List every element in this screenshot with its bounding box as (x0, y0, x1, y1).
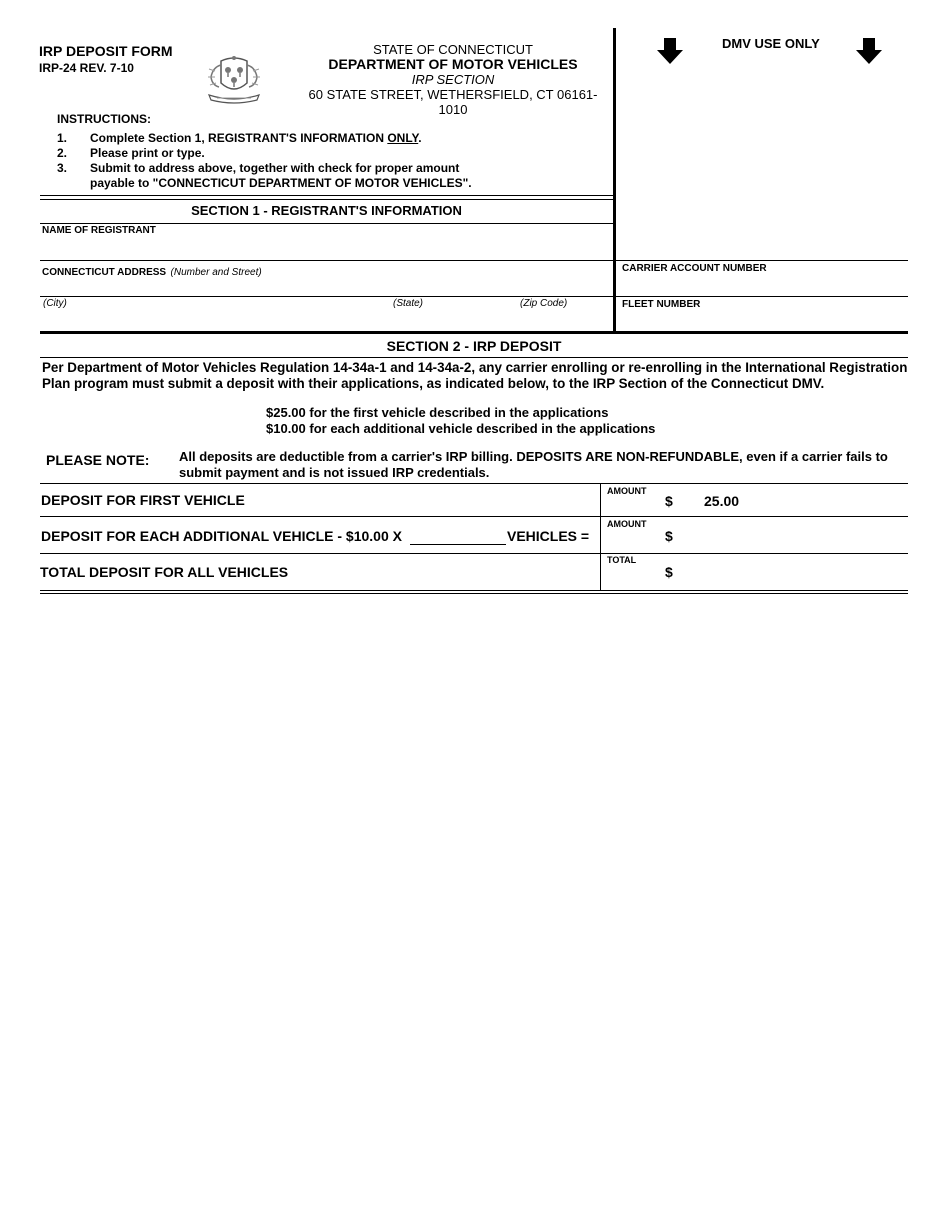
first-vehicle-amount: 25.00 (704, 493, 740, 509)
instructions-heading: INSTRUCTIONS: (57, 112, 151, 126)
divider (40, 553, 908, 554)
divider (615, 296, 908, 297)
deposit-rates (266, 405, 655, 437)
fleet-number-input[interactable] (622, 311, 906, 331)
state-input[interactable] (392, 310, 511, 332)
fleet-number-label: FLEET NUMBER (622, 299, 701, 310)
amount-column-divider (600, 483, 601, 590)
divider (40, 260, 613, 261)
currency-symbol: $ (665, 493, 673, 509)
currency-symbol: $ (665, 528, 673, 544)
amount-label: AMOUNT (607, 519, 647, 529)
total-deposit-label: TOTAL DEPOSIT FOR ALL VEHICLES (40, 564, 289, 580)
divider (40, 223, 613, 224)
divider (40, 593, 908, 594)
registrant-name-input[interactable] (42, 238, 611, 260)
city-label: (City) (43, 298, 67, 309)
zip-code-label: (Zip Code) (520, 298, 568, 309)
first-vehicle-rate: $25.00 for the first vehicle described in the applications (266, 405, 609, 420)
vehicle-count-input[interactable] (410, 524, 506, 545)
department-section: IRP SECTION (411, 72, 495, 87)
additional-amount-input[interactable] (682, 526, 906, 546)
divider (40, 483, 908, 484)
section2-title: SECTION 2 - IRP DEPOSIT (386, 338, 562, 354)
ct-address-label: CONNECTICUT ADDRESS (Number and Street) (42, 267, 262, 278)
state-label: (State) (393, 298, 424, 309)
currency-symbol: $ (665, 564, 673, 580)
regulation-paragraph: Per Department of Motor Vehicles Regulation 14-34a-1 and 14-34a-2, any carrier enrolling or re-enrolling in the International Registration Plan program must submit a deposit with their applications, as indicated below, to the IRP Section of the Connecticut DMV. (42, 360, 908, 391)
dmv-box-divider (613, 28, 616, 333)
vehicles-equals-label: VEHICLES = (507, 528, 590, 544)
divider (40, 296, 613, 297)
total-label: TOTAL (607, 555, 637, 565)
divider (40, 195, 613, 196)
state-seal-icon (203, 53, 265, 105)
total-amount-input[interactable] (682, 562, 906, 582)
form-revision: IRP-24 REV. 7-10 (39, 61, 134, 75)
department-name: DEPARTMENT OF MOTOR VEHICLES (328, 56, 578, 72)
street-address-input[interactable] (42, 274, 611, 296)
please-note-text: All deposits are deductible from a carrier's IRP billing. DEPOSITS ARE NON-REFUNDABLE, even if a carrier fails to submit payment and is not issued IRP credentials. (179, 449, 888, 480)
divider (40, 199, 613, 200)
additional-vehicle-rate: $10.00 for each additional vehicle described in the applications (266, 421, 656, 436)
section-divider (40, 331, 908, 334)
form-title: IRP DEPOSIT FORM (39, 43, 173, 59)
amount-label: AMOUNT (607, 486, 647, 496)
divider (40, 590, 908, 591)
name-of-registrant-label: NAME OF REGISTRANT (42, 225, 156, 236)
city-input[interactable] (42, 310, 386, 332)
dmv-use-only-label: DMV USE ONLY (722, 36, 820, 51)
section1-title: SECTION 1 - REGISTRANT'S INFORMATION (191, 203, 462, 218)
arrow-down-icon (657, 38, 683, 64)
additional-vehicle-deposit-label: DEPOSIT FOR EACH ADDITIONAL VEHICLE - $10.00 X (41, 528, 402, 544)
carrier-account-number-input[interactable] (622, 276, 906, 296)
divider (40, 357, 908, 358)
state-name: STATE OF CONNECTICUT (373, 42, 533, 57)
divider (615, 260, 908, 261)
department-address: 60 STATE STREET, WETHERSFIELD, CT 06161-1010 (308, 87, 598, 117)
divider (40, 516, 908, 517)
arrow-down-icon (856, 38, 882, 64)
carrier-account-number-label: CARRIER ACCOUNT NUMBER (622, 263, 767, 274)
zip-code-input[interactable] (519, 310, 613, 332)
please-note-label: PLEASE NOTE: (46, 452, 150, 468)
first-vehicle-deposit-label: DEPOSIT FOR FIRST VEHICLE (41, 492, 245, 508)
